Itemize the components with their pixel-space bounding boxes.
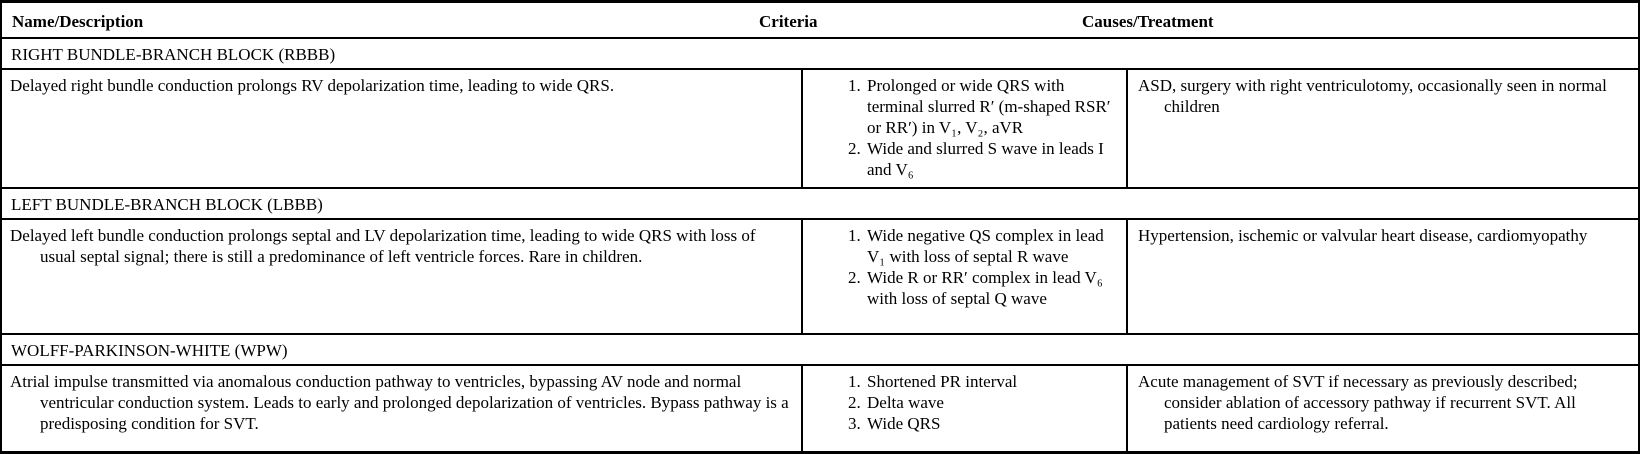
- criteria-item: 2. Wide R or RR′ complex in lead V₆ with loss of septal Q wave: [865, 267, 1116, 309]
- cell-causes-rbbb: [1128, 70, 1638, 187]
- section-title-wpw: WOLFF-PARKINSON-WHITE (WPW): [11, 341, 288, 360]
- cell-causes-lbbb: [1128, 220, 1638, 333]
- criteria-list: [803, 220, 1126, 309]
- column-header-name-description: Name/Description: [12, 12, 144, 31]
- table-row-wpw: [2, 366, 1638, 451]
- criteria-item: 3. Wide QRS: [865, 413, 1116, 434]
- causes-text: Hypertension, ischemic or valvular heart disease, cardiomyopathy: [1138, 226, 1588, 245]
- section-header-rbbb: [2, 39, 1638, 70]
- description-text: Atrial impulse transmitted via anomalous conduction pathway to ventricles, bypassing AV node and normal ventricular conduction system. Leads to early and prolonged depolarization of ventricles. Bypass pathway is a predisposing condition for SVT.: [10, 372, 789, 433]
- criteria-list: [803, 70, 1126, 180]
- causes-text: Acute management of SVT if necessary as previously described; consider ablation of accessory pathway if recurrent SVT. All patients need cardiology referral.: [1138, 372, 1578, 433]
- cell-description-wpw: [2, 366, 803, 451]
- cell-criteria-lbbb: [803, 220, 1128, 333]
- cell-criteria-wpw: [803, 366, 1128, 451]
- cell-description-rbbb: [2, 70, 803, 187]
- section-header-lbbb: [2, 189, 1638, 220]
- table-row-lbbb: [2, 220, 1638, 335]
- criteria-item: 1. Wide negative QS complex in lead V₁ with loss of septal R wave: [865, 225, 1116, 267]
- table-header-row: [2, 3, 1638, 39]
- section-title-lbbb: LEFT BUNDLE-BRANCH BLOCK (LBBB): [11, 195, 323, 214]
- criteria-item: 2. Delta wave: [865, 392, 1116, 413]
- column-header-causes-treatment: Causes/Treatment: [1082, 12, 1214, 31]
- criteria-list: [803, 366, 1126, 434]
- causes-text: ASD, surgery with right ventriculotomy, occasionally seen in normal children: [1138, 76, 1607, 116]
- cell-description-lbbb: [2, 220, 803, 333]
- criteria-item: 2. Wide and slurred S wave in leads I and V₆: [865, 138, 1116, 180]
- section-title-rbbb: RIGHT BUNDLE-BRANCH BLOCK (RBBB): [11, 45, 336, 64]
- cell-criteria-rbbb: [803, 70, 1128, 187]
- cell-causes-wpw: [1128, 366, 1638, 451]
- criteria-item: 1. Shortened PR interval: [865, 371, 1116, 392]
- section-header-wpw: [2, 335, 1638, 366]
- description-text: Delayed left bundle conduction prolongs septal and LV depolarization time, leading to wide QRS with loss of usual septal signal; there is still a predominance of left ventricle forces. Rare in children.: [10, 226, 756, 266]
- description-text: Delayed right bundle conduction prolongs RV depolarization time, leading to wide QRS.: [10, 76, 615, 95]
- table-row-rbbb: [2, 70, 1638, 189]
- criteria-item: 1. Prolonged or wide QRS with terminal slurred R′ (m-shaped RSR′ or RR′) in V₁, V₂, aVR: [865, 75, 1116, 138]
- column-header-criteria: Criteria: [759, 12, 818, 31]
